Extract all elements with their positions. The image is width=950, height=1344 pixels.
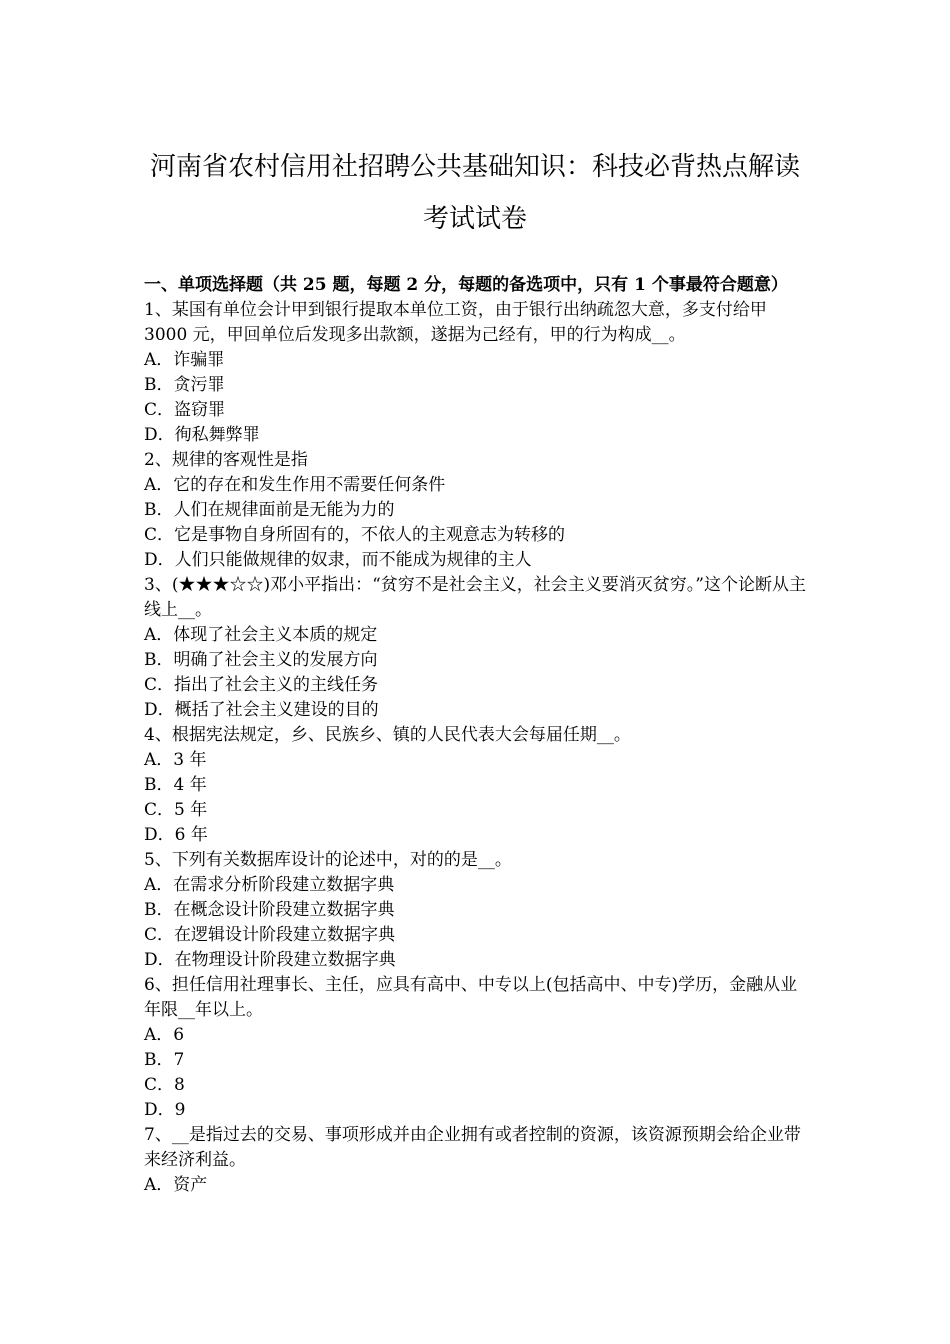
option-d: D．在物理设计阶段建立数据字典 bbox=[144, 950, 396, 970]
question-1 bbox=[144, 298, 809, 448]
question-3 bbox=[144, 573, 809, 723]
option-a: A．体现了社会主义本质的规定 bbox=[144, 625, 378, 645]
option-c: C．指出了社会主义的主线任务 bbox=[144, 675, 379, 695]
option-a: A．在需求分析阶段建立数据字典 bbox=[144, 875, 395, 895]
question-stem: 5、下列有关数据库设计的论述中，对的的是__。 bbox=[144, 850, 512, 870]
option-c: C．盗窃罪 bbox=[144, 400, 226, 420]
question-stem: 4、根据宪法规定，乡、民族乡、镇的人民代表大会每届任期__。 bbox=[144, 725, 631, 745]
question-6 bbox=[144, 973, 809, 1123]
option-b: B．在概念设计阶段建立数据字典 bbox=[144, 900, 395, 920]
document-title-line-2: 考试试卷 bbox=[422, 204, 527, 234]
option-d: D．概括了社会主义建设的目的 bbox=[144, 700, 379, 720]
option-a: A．资产 bbox=[144, 1175, 208, 1195]
question-4 bbox=[144, 723, 809, 848]
question-stem: 7、__是指过去的交易、事项形成并由企业拥有或者控制的资源，该资源预期会给企业带来经济利益。 bbox=[144, 1125, 801, 1170]
question-stem: 6、担任信用社理事长、主任，应具有高中、中专以上(包括高中、中专)学历，金融从业年限__年以上。 bbox=[144, 975, 798, 1020]
document-title-line-1: 河南省农村信用社招聘公共基础知识：科技必背热点解读 bbox=[149, 152, 800, 182]
question-stem: 1、某国有单位会计甲到银行提取本单位工资，由于银行出纳疏忽大意，多支付给甲 3000 元，甲回单位后发现多出款额，遂据为己经有，甲的行为构成__。 bbox=[144, 300, 767, 345]
option-b: B．7 bbox=[144, 1050, 185, 1070]
option-b: B．4 年 bbox=[144, 775, 207, 795]
exam-content bbox=[144, 273, 809, 1198]
section-heading: 一、单项选择题（共 25 题，每题 2 分，每题的备选项中，只有 1 个事最符合题意） bbox=[144, 275, 788, 295]
option-a: A．3 年 bbox=[144, 750, 207, 770]
option-d: D．6 年 bbox=[144, 825, 208, 845]
option-b: B．明确了社会主义的发展方向 bbox=[144, 650, 378, 670]
option-c: C．8 bbox=[144, 1075, 185, 1095]
question-5 bbox=[144, 848, 809, 973]
question-7 bbox=[144, 1123, 809, 1198]
question-stem: 3、(★★★☆☆)邓小平指出：“贫穷不是社会主义，社会主义要消灭贫穷。”这个论断从主线上__。 bbox=[144, 575, 806, 620]
option-b: B．贪污罪 bbox=[144, 375, 225, 395]
option-a: A．6 bbox=[144, 1025, 185, 1045]
option-d: D．人们只能做规律的奴隶，而不能成为规律的主人 bbox=[144, 550, 532, 570]
option-b: B．人们在规律面前是无能为力的 bbox=[144, 500, 395, 520]
option-a: A．它的存在和发生作用不需要任何条件 bbox=[144, 475, 446, 495]
question-stem: 2、规律的客观性是指 bbox=[144, 450, 308, 470]
option-d: D．徇私舞弊罪 bbox=[144, 425, 260, 445]
option-c: C．5 年 bbox=[144, 800, 208, 820]
option-c: C．在逻辑设计阶段建立数据字典 bbox=[144, 925, 396, 945]
option-c: C．它是事物自身所固有的，不依人的主观意志为转移的 bbox=[144, 525, 566, 545]
option-d: D．9 bbox=[144, 1100, 186, 1120]
option-a: A．诈骗罪 bbox=[144, 350, 225, 370]
question-2 bbox=[144, 448, 809, 573]
